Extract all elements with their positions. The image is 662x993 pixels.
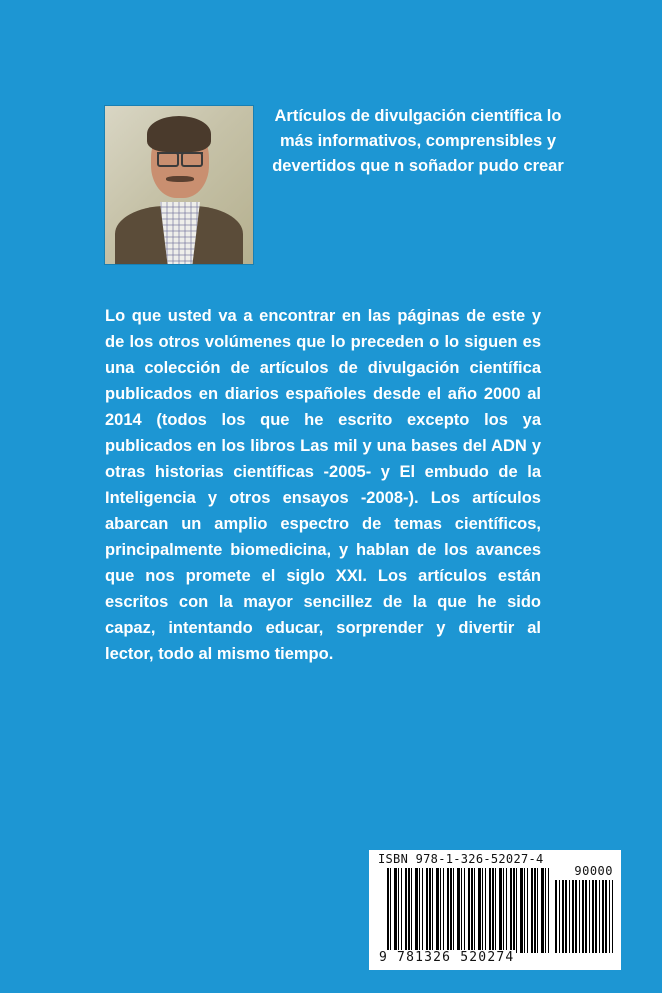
barcode-addon-bars [555,880,613,953]
isbn-barcode [369,850,621,970]
isbn-label: ISBN 978-1-326-52027-4 [378,852,544,866]
price-code: 90000 [574,864,613,878]
ean-digits: 9 781326 520274 [379,950,515,965]
barcode-bars [387,868,549,953]
book-description: Lo que usted va a encontrar en las páginas de este y de los otros volúmenes que lo preceden o lo siguen es una colección de artículos de divulgación científica publicados en diarios españoles desde el año 2000 al 2014 (todos los que he escrito excepto los ya publicados en los libros Las mil y una bases del ADN y otras historias científicas -2005- y El embudo de la Inteligencia y otros ensayos -2008-). Los artículos abarcan un amplio espectro de temas científicos, principalmente biomedicina, y hablan de los avances que nos promete el siglo XXI. Los artículos están escritos con la mayor sencillez de la que he sido capaz, intentando educar, sorprender y divertir al lector, todo al mismo tiempo. [105,307,541,663]
author-photo [105,106,253,264]
tagline: Artículos de divulgación científica lo más informativos, comprensibles y devertidos que n soñador pudo crear [272,107,564,175]
